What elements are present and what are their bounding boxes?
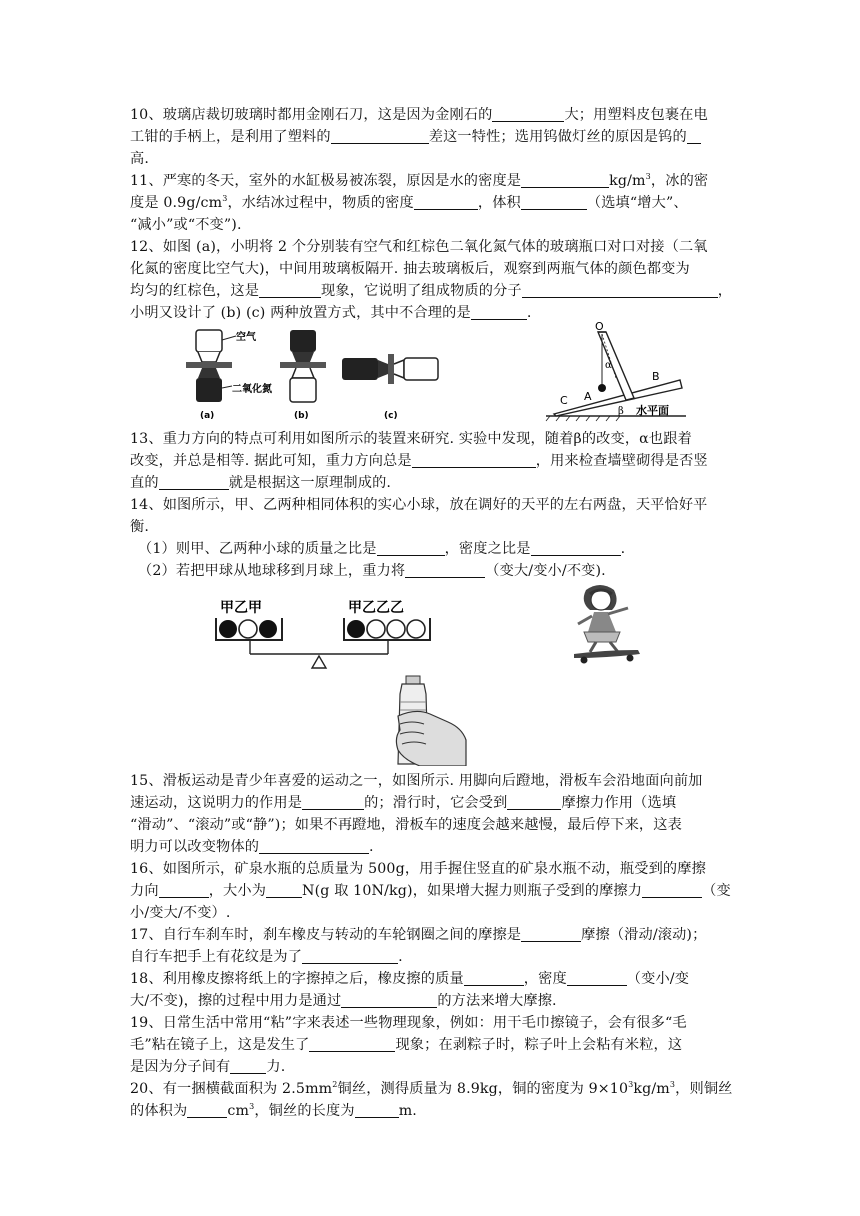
q20-text: ，铜丝的长度为	[254, 1103, 355, 1119]
q20-text: ，则铜丝	[675, 1081, 733, 1097]
q20-sup: 3	[628, 1080, 634, 1089]
q20-text: kg/m	[633, 1081, 670, 1097]
q19-text: 力.	[266, 1059, 286, 1075]
q11-text: 11、严寒的冬天，室外的水缸极易被冻裂，原因是水的密度是	[130, 173, 522, 189]
label-c: (c)	[384, 411, 398, 421]
q19-text: 毛”粘在镜子上，这是发生了	[130, 1037, 310, 1053]
q15-line1	[130, 770, 703, 792]
q11-text: ，水结冰过程中，物质的密度	[227, 195, 414, 211]
q11-text: “减小”或“不变”).	[130, 217, 242, 233]
q13-blank-2[interactable]	[159, 475, 229, 490]
q16-line3	[130, 902, 231, 924]
q12-text: 均匀的红棕色，这是	[130, 283, 260, 299]
q17-text: 自行车把手上有花纹是为了	[130, 949, 303, 965]
bottle-hand-figure	[386, 670, 468, 766]
q17-text: 摩擦（滑动/滚动)；	[581, 927, 707, 943]
q15-blank-1[interactable]	[302, 795, 364, 810]
q10-blank-1[interactable]	[492, 107, 564, 122]
q16-text: 力向	[130, 883, 159, 899]
plumb-apparatus-figure	[540, 318, 690, 422]
q14-line2	[130, 516, 149, 538]
label-b13: B	[652, 370, 660, 383]
q15-line2	[130, 792, 676, 814]
q12-blank-3[interactable]	[471, 305, 527, 320]
q12-text: .	[526, 305, 532, 321]
q11-line3	[130, 214, 242, 236]
q11-blank-2[interactable]	[414, 195, 478, 210]
q15-text: “滑动”、“滚动”或“静”)；如果不再蹬地，滑板车的速度会越来越慢，最后停下来，这表	[130, 817, 682, 833]
q14-blank-3[interactable]	[405, 563, 485, 578]
q10-blank-3[interactable]	[687, 129, 701, 144]
q14-line1	[130, 494, 708, 516]
q10-text: 工钳的手柄上，是利用了塑料的	[130, 129, 331, 145]
q20-line2	[130, 1100, 417, 1122]
q17-blank-1[interactable]	[521, 927, 581, 942]
q11-text: （选填“增大”、	[586, 195, 688, 211]
q20-sup: 2	[332, 1080, 338, 1089]
q12-blank-1[interactable]	[259, 283, 321, 298]
q16-blank-2[interactable]	[266, 883, 302, 898]
q15-text: .	[369, 839, 374, 855]
q16-line2	[130, 880, 731, 902]
label-right-balls: 甲乙乙乙	[348, 600, 404, 616]
q12-line4	[130, 302, 531, 324]
q18-text: （变小/变	[626, 971, 690, 987]
q11-sup: 3	[645, 172, 651, 181]
q19-text: 现象；在剥粽子时，粽子叶上会粘有米粒，这	[395, 1037, 683, 1053]
q12-text: 化氮的密度比空气大)，中间用玻璃板隔开. 抽去玻璃板后，观察到两瓶气体的颜色都变为	[130, 261, 690, 277]
q16-blank-1[interactable]	[159, 883, 209, 898]
q15-line4	[130, 836, 374, 858]
q18-blank-1[interactable]	[464, 971, 524, 986]
q20-blank-1[interactable]	[187, 1103, 227, 1118]
q19-line2	[130, 1034, 682, 1056]
label-alpha: α	[605, 360, 612, 371]
q11-line1	[130, 170, 708, 192]
q12-text: 12、如图 (a)，小明将 2 个分别装有空气和红棕色二氧化氮气体的玻璃瓶口对口对接（二氧	[130, 239, 708, 255]
q18-line1	[130, 968, 689, 990]
q12-text: 小明又设计了 (b) (c) 两种放置方式，其中不合理的是	[130, 305, 471, 321]
gas-bottles-figure	[178, 326, 442, 422]
q11-blank-1[interactable]	[521, 173, 609, 188]
q13-line3	[130, 472, 391, 494]
q16-text: 16、如图所示，矿泉水瓶的总质量为 500g，用手握住竖直的矿泉水瓶不动，瓶受到的摩擦	[130, 861, 706, 877]
q16-text: 小/变大/不变）.	[130, 905, 231, 921]
q13-text: 改变，并总是相等. 据此可知，重力方向总是	[130, 453, 412, 469]
q19-blank-1[interactable]	[309, 1037, 395, 1052]
label-c13: C	[560, 394, 568, 407]
q17-line2	[130, 946, 403, 968]
q13-line2	[130, 450, 708, 472]
q13-text: 13、重力方向的特点可利用如图所示的装置来研究. 实验中发现，随着β的改变，α也跟着	[130, 431, 692, 447]
bottle-a	[186, 330, 236, 402]
q16-blank-3[interactable]	[642, 883, 702, 898]
q16-text: （变	[702, 883, 731, 899]
q15-text: 的；滑行时，它会受到	[364, 795, 508, 811]
q15-text: 明力可以改变物体的	[130, 839, 260, 855]
q11-text: ，体积	[477, 195, 521, 211]
label-beta: β	[618, 406, 624, 417]
bottle-c	[342, 354, 438, 384]
q13-line1	[130, 428, 692, 450]
label-o: O	[595, 320, 604, 333]
q10-text: 10、玻璃店裁切玻璃时都用金刚石刀，这是因为金刚石的	[130, 107, 493, 123]
q20-line1	[130, 1078, 733, 1100]
q18-text: ，密度	[523, 971, 567, 987]
q16-line1	[130, 858, 706, 880]
q19-line1	[130, 1012, 687, 1034]
q12-line3	[130, 280, 732, 302]
q19-line3	[130, 1056, 285, 1078]
q18-blank-2[interactable]	[567, 971, 627, 986]
q14-text: 14、如图所示，甲、乙两种相同体积的实心小球，放在调好的天平的左右两盘，天平恰好平	[130, 497, 708, 513]
q17-text: 17、自行车刹车时，刹车橡皮与转动的车轮钢圈之间的摩擦是	[130, 927, 522, 943]
q19-blank-2[interactable]	[230, 1059, 266, 1074]
q17-line1	[130, 924, 706, 946]
q11-text: 度是 0.9g/cm	[130, 195, 223, 211]
label-left-balls: 甲乙甲	[220, 600, 262, 616]
q11-unit: kg/m	[609, 173, 646, 189]
q12-text: 现象，它说明了组成物质的分子	[321, 283, 522, 299]
q13-text: 就是根据这一原理制成的.	[228, 475, 392, 491]
q13-blank-1[interactable]	[412, 453, 536, 468]
q20-sup: 3	[669, 1080, 676, 1089]
q18-line2	[130, 990, 557, 1012]
q15-blank-2[interactable]	[507, 795, 561, 810]
q16-text: ，大小为	[208, 883, 267, 899]
skateboard-figure	[556, 580, 652, 666]
q10-line3	[130, 148, 149, 170]
q11-sup: 3	[222, 194, 228, 203]
q19-text: 是因为分子间有	[130, 1059, 231, 1075]
q12-line2	[130, 258, 690, 280]
label-a: (a)	[200, 411, 215, 421]
label-no2: 二氧化氮	[232, 384, 272, 395]
q13-text: ，用来检查墙壁砌得是否竖	[535, 453, 708, 469]
q18-text: 大/不变)，擦的过程中用力是通过	[130, 993, 342, 1009]
q15-text: 速运动，这说明力的作用是	[130, 795, 303, 811]
q11-text: ，冰的密	[650, 173, 709, 189]
q15-blank-3[interactable]	[259, 839, 369, 854]
q10-text: 差这一特性；选用钨做灯丝的原因是钨的	[428, 129, 687, 145]
q10-text: 大；用塑料皮包裹在电	[564, 107, 708, 123]
q11-line2	[130, 192, 688, 214]
q14-text: .	[620, 541, 626, 557]
q10-blank-2[interactable]	[331, 129, 429, 144]
q20-text: 的体积为	[130, 1103, 188, 1119]
q15-line3	[130, 814, 682, 836]
q20-text: 铜丝，测得质量为 8.9kg，铜的密度为 9×10	[337, 1081, 629, 1097]
q14-line4	[138, 560, 606, 582]
bottle-b	[280, 330, 326, 402]
q12-blank-2[interactable]	[522, 283, 718, 298]
q10-line1	[130, 104, 708, 126]
q14-blank-1[interactable]	[377, 541, 445, 556]
q14-text: 衡.	[130, 519, 149, 535]
q17-blank-2[interactable]	[302, 949, 398, 964]
q14-blank-2[interactable]	[531, 541, 621, 556]
q14-text: （1）则甲、乙两种小球的质量之比是	[138, 541, 377, 557]
balance-figure	[210, 596, 440, 674]
q20-sup: 3	[249, 1102, 255, 1111]
q18-text: 的方法来增大摩擦.	[437, 993, 557, 1009]
q14-text: ，密度之比是	[444, 541, 531, 557]
q18-text: 18、利用橡皮擦将纸上的字擦掉之后，橡皮擦的质量	[130, 971, 464, 987]
q16-text: N(g 取 10N/kg)，如果增大握力则瓶子受到的摩擦力	[302, 883, 643, 899]
q12-line1	[130, 236, 708, 258]
q20-text: cm	[227, 1103, 250, 1119]
q15-text: 15、滑板运动是青少年喜爱的运动之一，如图所示. 用脚向后蹬地，滑板车会沿地面向前加	[130, 773, 703, 789]
q20-text: 20、有一捆横截面积为 2.5mm	[130, 1081, 333, 1097]
q13-text: 直的	[130, 475, 159, 491]
q11-blank-3[interactable]	[521, 195, 587, 210]
q14-text: （2）若把甲球从地球移到月球上，重力将	[138, 563, 406, 579]
q12-text: ，	[717, 283, 733, 299]
q19-text: 19、日常生活中常用“粘”字来表述一些物理现象，例如：用干毛巾擦镜子，会有很多“毛	[130, 1015, 687, 1031]
q18-blank-3[interactable]	[341, 993, 437, 1008]
label-air: 空气	[236, 332, 256, 343]
q10-line2	[130, 126, 701, 148]
q14-line3	[138, 538, 625, 560]
q17-text: .	[398, 949, 403, 965]
q20-text: m.	[398, 1103, 417, 1119]
q20-blank-2[interactable]	[355, 1103, 399, 1118]
label-ground: 水平面	[636, 404, 669, 417]
q15-text: 摩擦力作用（选填	[561, 795, 677, 811]
q14-text: （变大/变小/不变).	[485, 563, 606, 579]
q10-text: 高.	[130, 151, 149, 167]
label-a13: A	[584, 390, 592, 403]
label-b: (b)	[294, 411, 309, 421]
